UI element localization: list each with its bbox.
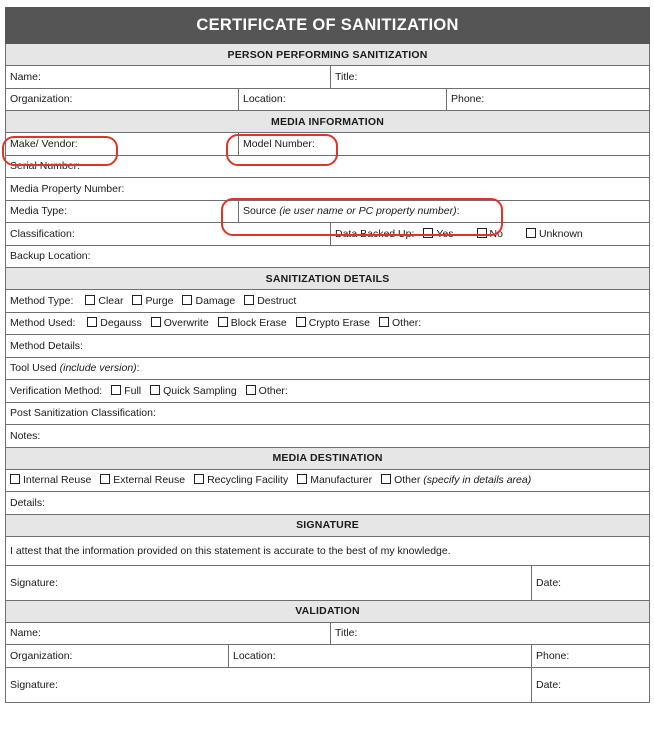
option-label: Manufacturer [310,474,373,487]
validation-organization-field[interactable]: Organization: [6,645,229,668]
option-label: Damage [195,294,236,307]
signature-field[interactable]: Signature: [6,565,532,600]
destination-external-reuse-option[interactable] [100,474,185,486]
checkbox-icon[interactable] [85,295,95,305]
source-label: Source [243,205,277,218]
option-label: Clear [98,294,124,307]
serial-number-field[interactable]: Serial Number: [6,155,650,178]
option-label: No [489,227,503,240]
checkbox-icon[interactable] [151,317,161,327]
checkbox-icon[interactable] [297,474,307,484]
media-section-heading: MEDIA INFORMATION [6,111,650,133]
method-type-clear-option[interactable] [85,295,123,307]
backed-up-unknown-option[interactable] [526,228,583,240]
person-organization-field[interactable]: Organization: [6,88,239,111]
source-hint: (ie user name or PC property number) [279,205,457,218]
media-type-field[interactable]: Media Type: [6,200,239,223]
option-label: Quick Sampling [163,384,237,397]
classification-field[interactable]: Classification: [6,223,331,246]
option-label: Other [394,474,421,487]
tool-used-field[interactable] [6,357,650,380]
option-label: Degauss [100,317,142,330]
option-label: Other: [258,384,288,397]
method-type-purge-option[interactable] [132,295,173,307]
person-location-field[interactable]: Location: [239,88,447,111]
validation-title-field[interactable]: Title: [331,622,650,645]
validation-phone-field[interactable]: Phone: [532,645,650,668]
option-label: Recycling Facility [207,474,289,487]
person-phone-field[interactable]: Phone: [447,88,650,111]
destination-details-field[interactable]: Details: [6,492,650,515]
method-used-row [6,312,650,335]
backup-location-field[interactable]: Backup Location: [6,245,650,268]
checkbox-icon[interactable] [477,228,487,238]
details-section-heading: SANITIZATION DETAILS [6,268,650,290]
source-field[interactable] [239,200,650,223]
method-used-overwrite-option[interactable] [151,317,209,329]
backed-up-no-option[interactable] [477,228,503,240]
destination-options-row [6,469,650,492]
option-label: Destruct [257,294,297,307]
destination-recycling-facility-option[interactable] [194,474,288,486]
make-vendor-field[interactable]: Make/ Vendor: [6,133,239,156]
destination-other-hint: (specify in details area) [423,474,532,487]
method-used-block-erase-option[interactable] [218,317,287,329]
checkbox-icon[interactable] [244,295,254,305]
method-type-row [6,290,650,313]
checkbox-icon[interactable] [10,474,20,484]
method-details-field[interactable]: Method Details: [6,335,650,358]
person-section-heading: PERSON PERFORMING SANITIZATION [6,44,650,66]
checkbox-icon[interactable] [111,385,121,395]
method-used-degauss-option[interactable] [87,317,141,329]
signature-date-field[interactable]: Date: [532,565,650,600]
checkbox-icon[interactable] [218,317,228,327]
validation-location-field[interactable]: Location: [229,645,532,668]
data-backed-up-label: Data Backed Up: [335,227,415,240]
checkbox-icon[interactable] [379,317,389,327]
destination-internal-reuse-option[interactable] [10,474,91,486]
option-label: Yes [436,227,454,240]
person-name-field[interactable]: Name: [6,66,331,89]
destination-manufacturer-option[interactable] [297,474,372,486]
verification-quick-sampling-option[interactable] [150,385,237,397]
checkbox-icon[interactable] [100,474,110,484]
tool-used-label: Tool Used [10,362,57,375]
person-title-field[interactable]: Title: [331,66,650,89]
tool-used-hint: (include version) [59,362,137,375]
option-label: External Reuse [113,474,186,487]
method-type-destruct-option[interactable] [244,295,296,307]
method-used-label: Method Used: [10,317,76,330]
checkbox-icon[interactable] [150,385,160,395]
verification-other-option[interactable] [246,385,288,397]
option-label: Full [124,384,142,397]
notes-field[interactable]: Notes: [6,425,650,448]
option-label: Unknown [538,227,583,240]
method-used-other-option[interactable] [379,317,421,329]
tool-used-colon: : [136,362,140,375]
checkbox-icon[interactable] [296,317,306,327]
signature-section-heading: SIGNATURE [6,514,650,536]
method-type-damage-option[interactable] [182,295,235,307]
option-label: Purge [145,294,174,307]
media-property-number-field[interactable]: Media Property Number: [6,178,650,201]
source-colon: : [456,205,460,218]
checkbox-icon[interactable] [182,295,192,305]
verification-method-label: Verification Method: [10,384,103,397]
checkbox-icon[interactable] [526,228,536,238]
destination-other-option[interactable] [381,474,531,486]
verification-full-option[interactable] [111,385,141,397]
checkbox-icon[interactable] [87,317,97,327]
method-used-crypto-erase-option[interactable] [296,317,370,329]
page-title: CERTIFICATE OF SANITIZATION [6,8,650,44]
certificate-form [5,7,649,729]
verification-method-row [6,380,650,403]
model-number-field[interactable]: Model Number: [239,133,650,156]
checkbox-icon[interactable] [132,295,142,305]
destination-section-heading: MEDIA DESTINATION [6,447,650,469]
validation-section-heading: VALIDATION [6,600,650,622]
option-label: Other: [392,317,422,330]
option-label: Internal Reuse [23,474,92,487]
option-label: Crypto Erase [308,317,370,330]
attestation-statement: I attest that the information provided on this statement is accurate to the best of my knowledge. [6,536,650,565]
post-sanitization-classification-field[interactable]: Post Sanitization Classification: [6,402,650,425]
backed-up-yes-option[interactable] [423,228,453,240]
validation-date-field[interactable]: Date: [532,667,650,702]
checkbox-icon[interactable] [194,474,204,484]
option-label: Block Erase [230,317,287,330]
certificate-table [5,7,650,703]
validation-signature-field[interactable]: Signature: [6,667,532,702]
validation-name-field[interactable]: Name: [6,622,331,645]
method-type-label: Method Type: [10,294,74,307]
data-backed-up-field [331,223,650,246]
checkbox-icon[interactable] [246,385,256,395]
checkbox-icon[interactable] [381,474,391,484]
checkbox-icon[interactable] [423,228,433,238]
option-label: Overwrite [163,317,209,330]
